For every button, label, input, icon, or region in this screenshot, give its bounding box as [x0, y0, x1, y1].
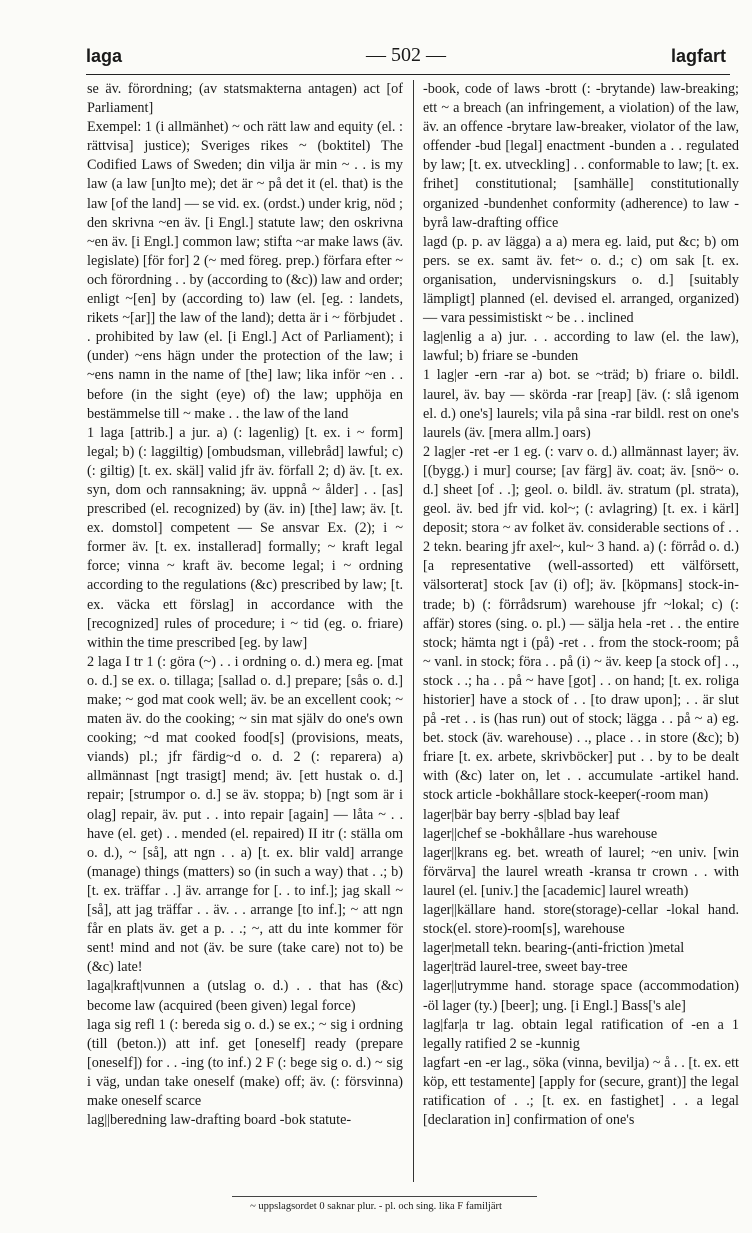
entry-lag-continued: se äv. förordning; (av statsmakterna antagen) act [of Parliament] — [87, 81, 403, 117]
right-guide-word: lagfart — [670, 46, 726, 66]
page-header — [86, 44, 726, 72]
right-column — [423, 80, 739, 1130]
entry-1-lager: 1 lag|er -ern -rar a) bot. se ~träd; b) friare o. bildl. laurel, äv. bay — skörda -rar [reap] [äv. (: slå igenom el. d.) one's] laurels; vila på sina -rar bildl. rest on one's laurels (äv. [mera allm.] oars) — [423, 367, 739, 441]
entry-lagerbar: lager|bär bay berry -s|blad bay leaf — [423, 806, 620, 823]
entry-lagakraftvunnen: laga|kraft|vunnen a (utslag o. d.) . . that has (&c) become law (acquired (been given) legal force) — [87, 978, 403, 1014]
left-guide-word: laga — [86, 46, 123, 66]
entry-lagermetall: lager|metall tekn. bearing-(anti-friction )metal — [423, 940, 685, 957]
entry-lagbok-continued: -book, code of laws -brott (: -brytande) law-breaking; ett ~ a breach (an infringement, a violation) of the law, äv. an offence -brytare law-breaker, violator of the law, offender -bud [legal] enactment -bunden a . . regulated by law; [t. ex. utveckling] . . conformable to law; [t. ex. frihet] constitutional; [samhälle] constitutionally organized -bundenhet conformity (adherence) to law -byrå law-drafting office — [423, 81, 739, 231]
column-divider — [413, 80, 414, 1182]
entry-lagfara: lag|far|a tr lag. obtain legal ratification of -en a 1 legally ratified 2 se -kunnig — [423, 1016, 739, 1052]
footer-rule — [232, 1196, 537, 1197]
entry-lagenlig: lag|enlig a a) jur. . . according to law (el. the law), lawful; b) friare se -bunden — [423, 329, 739, 365]
page-number: — 502 — — [366, 44, 446, 66]
entry-lagberedning: lag||beredning law-drafting board -bok statute- — [87, 1112, 352, 1129]
left-column — [87, 80, 403, 1130]
entry-lagerchef: lager||chef se -bokhållare -hus warehouse — [423, 825, 658, 842]
entry-laga-sig: laga sig refl 1 (: bereda sig o. d.) se ex.; ~ sig i ordning (till (beton.)) att inf. get [oneself] ready (prepare [oneself]) for . . -ing (to inf.) 2 F (: bege sig o. d.) ~ sig i väg, undan take oneself (make) off; äv. (: försvinna) make oneself scarce — [87, 1016, 403, 1109]
header-rule — [86, 74, 730, 75]
entry-lagerkallare: lager||källare hand. store(storage)-cellar -lokal hand. stock(el. store)-room[s], warehouse — [423, 902, 739, 938]
abbreviation-footer: ~ uppslagsordet 0 saknar plur. - pl. och sing. lika F familjärt — [250, 1201, 502, 1212]
entry-lagerkrans: lager||krans eg. bet. wreath of laurel; ~en univ. [win förvärva] the laurel wreath -kransa tr crown . . with laurel (el. [univ.] the [academic] laurel wreath) — [423, 844, 739, 899]
entry-2-lager: 2 lag|er -ret -er 1 eg. (: varv o. d.) allmännast layer; äv. [(bygg.) i mur] course; [av färg] äv. coat; äv. [snö~ o. d.] sheet [of . .]; geol. o. bildl. äv. stratum (pl. strata), geol. äv. bed jfr vid. kol~; (: avlagring) [t. ex. i kärl] deposit; stora ~ av folket äv. considerable sections of . . 2 tekn. bearing jfr axel~, kul~ 3 hand. a) (: förråd o. d.) [a representative (well-assorted) ett välförsett, välsorterat] stock [av (i) of]; äv. [köpmans] stock-in-trade; b) (: förrådsrum) warehouse jfr ~lokal; c) (: affär) stores (sing. o. pl.) — sälja hela -ret . . the entire stock; hämta ngt i (på) -ret . . from the stock-room; på ~ vanl. in stock; föra . . på (i) ~ äv. keep [a stock of] . ., stock . .; ha . . på ~ have [got] . . on hand; [t. ex. roliga historier] have a stock of . . [to draw upon]; . . är slut på -ret . . is (has run) out of stock; lägga . . på ~ a) eg. bet. stock (äv. warehouse) . ., place . . in store (&c); b) friare [t. ex. arbete, skrivböcker] put . . by to be dealt with (&c) later on, let . . accumulate -artikel hand. stock article -bokhållare stock-keeper(-room man) — [423, 443, 739, 804]
entry-2-laga: 2 laga I tr 1 (: göra (~) . . i ordning o. d.) mera eg. [mat o. d.] se ex. o. tillaga; [sallad o. d.] prepare; [sås o. d.] make; ~ god mat cook well; äv. be an excellent cook; ~ maten äv. do the cooking; ~ sin mat själv do one's own cooking; ~d mat cooked food[s] (provisions, meats, viands) pl.; jfr färdig~d o. d. 2 (: reparera) a) allmännast [ngt trasigt] mend; äv. [ett hustak o. d.] repair; [strumpor o. d.] se äv. stoppa; b) [ngt som är i olag] repair, äv. put . . into repair [again] — låta ~ . . have (el. get) . . mended (el. repaired) II itr (: ställa om o. d.), ~ [så], att ngn . . a) [t. ex. blir vald] arrange (manage) things (matters) so (in such a way) that . .; b) [t. ex. träffar . .] äv. arrange for [. . to inf.]; jag skall ~ [så], att jag träffar . . äv. . . arrange [to inf.]; ~ att ngn får en plats äv. get a p. . .; ~, att du inte kommer för sent! mind and not (äv. be sure (take care) not to) be (&c) late! — [87, 653, 403, 976]
entry-1-laga: 1 laga [attrib.] a jur. a) (: lagenlig) [t. ex. i ~ form] legal; b) (: laggiltig) [ombudsman, villebråd] lawful; c) (: giltig) [t. ex. skäl] valid jfr äv. förfall 2; d) äv. [t. ex. syn, dom och rannsakning; äv. uppnå ~ ålder] . . [as] prescribed (el. recognized) by (äv. in) [the] law; äv. [t. ex. domstol] competent — Se ansvar Ex. (2); i ~ former äv. [t. ex. installerad] formally; ~ kraft legal force; vinna ~ kraft äv. become legal; i ~ ordning according to the regulations (&c) prescribed by law; [t. ex. väcka ett förslag] in accordance with the [recognized] rules of procedure; i ~ tid (eg. o. friare) within the time prescribed [eg. by law] — [87, 424, 403, 651]
entry-lag-examples: Exempel: 1 (i allmänhet) ~ och rätt law and equity (el. : rättvisa] justice); Sveriges rikes ~ (boktitel) The Codified Laws of Sweden; din vilja är min ~ . . is my law (a law [un]to me); det är ~ på det it (el. that) is the law [of the land] — se vid. ex. (ordst.) under krig, nöd ; den skrivna ~en äv. [i Engl.] statute law; den oskrivna ~en äv. [i Engl.] common law; stifta ~ar make laws (äv. legislate) [för for] 2 (~ med föreg. prep.) förfara efter ~ och förordning . . by (according to (&c)) law and order; enligt ~[en] by (according to) law (el. [eg. : landets, rikets ~[ar]] the law of the land); detta är i ~ förbjudet . . prohibited by law (el. [i Engl.] Act of Parliament); i (under) ~ens hägn under the protection of the law; i ~ens namn in the name of [the] law; lika inför ~en . . before (in the sight (eye) of) the law; upphöja en bestämmelse till ~ make . . the law of the land — [87, 119, 403, 422]
entry-lagfart: lagfart -en -er lag., söka (vinna, bevilja) ~ å . . [t. ex. ett köp, ett testamente] [apply for (secure, grant)] the legal ratification of . .; [t. ex. en fastighet] . . a legal [declaration in] confirmation of one's — [423, 1054, 739, 1129]
entry-lagertrad: lager|träd laurel-tree, sweet bay-tree — [423, 959, 628, 976]
entry-lagerutrymme: lager||utrymme hand. storage space (accommodation) -öl lager (ty.) [beer]; ung. [i Engl.] Bass['s ale] — [423, 978, 739, 1014]
entry-lagd: lagd (p. p. av lägga) a a) mera eg. laid, put &c; b) om pers. se ex. samt äv. fet~ o. d.; c) om sak [t. ex. organisation, undervisningskurs o. d.] [suitably lämpligt] planned (el. devised el. arranged, organized) — vara pessimistiskt ~ be . . inclined — [423, 233, 739, 327]
